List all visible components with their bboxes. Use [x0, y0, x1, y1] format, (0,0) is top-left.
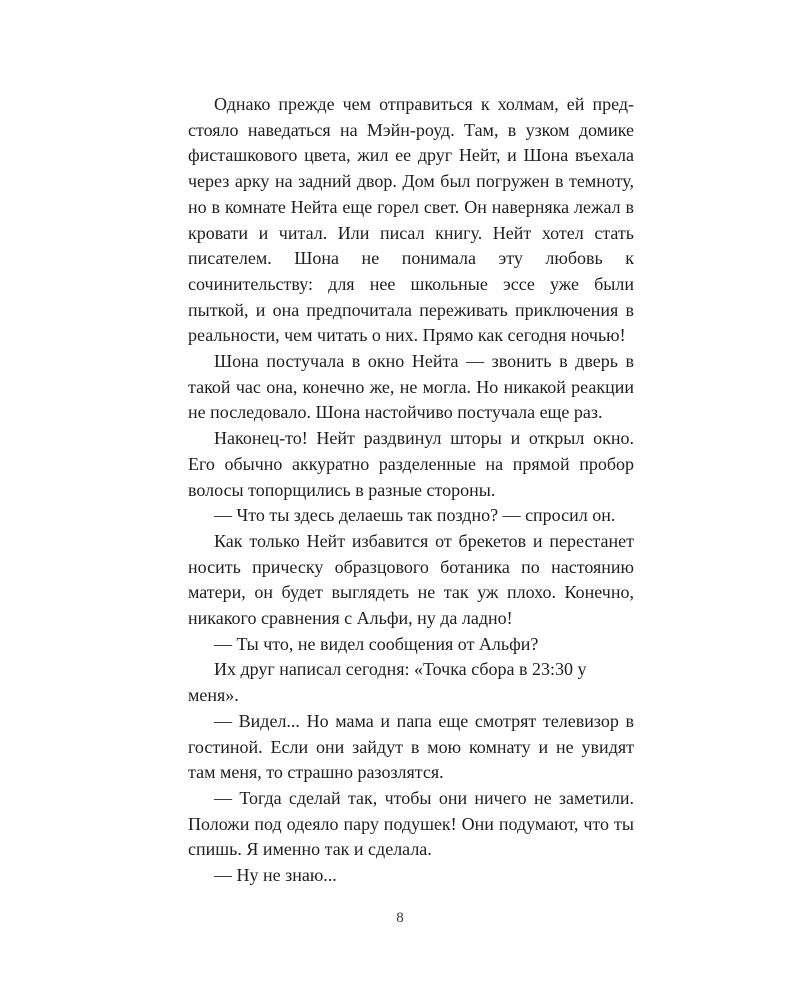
paragraph-6: — Ты что, не видел сообщения от Альфи?	[214, 633, 539, 654]
paragraph-5: Как только Нейт избавится от брекетов и перестанет носить прическу образцового ботаника по настоянию матери, он будет выглядеть не так уж плохо. Конечно, никакого сравнения с Альфи, ну да ладно!	[188, 530, 634, 629]
paragraph-1: Однако прежде чем отправиться к холмам, ей предстояло наведаться на Мэйн-роуд. Там, в узком домике фисташкового цвета, жил ее друг Нейт, и Шона въехала через арку на задний двор. Дом был погружен в темноту, но в комнате Нейта еще горел свет. Он наверняка лежал в кровати и читал. Или писал книгу. Нейт хотел стать писателем. Шона не понимала эту любовь к сочинительству: для нее школьные эссе уже были пыткой, и она предпочитала переживать приключения в реальности, чем читать о них. Прямо как сегодня ночью!	[188, 94, 634, 346]
page-number: 8	[396, 910, 404, 926]
paragraph-9: — Тогда сделай так, чтобы они ничего не заметили. Положи под одеяло пару подушек! Они подумают, что ты спишь. Я именно так и сделала.	[188, 787, 634, 860]
paragraph-7: Их друг написал сегодня: «Точка сбора в 23:30 у меня».	[188, 659, 587, 706]
paragraph-4: — Что ты здесь делаешь так поздно? — спросил он.	[214, 505, 616, 526]
paragraph-2: Шона постучала в окно Нейта — звонить в дверь в такой час она, конечно же, не могла. Но никакой реакции не последовало. Шона настойчиво постучала еще раз.	[188, 351, 634, 423]
paragraph-8: — Видел... Но мама и папа еще смотрят телевизор в гостиной. Если они зайдут в мою комнату и не увидят там меня, то страшно разозлятся.	[188, 710, 634, 783]
body-text	[188, 92, 634, 889]
paragraph-10: — Ну не знаю...	[214, 865, 337, 886]
paragraph-3: Наконец-то! Нейт раздвинул шторы и открыл окно. Его обычно аккуратно разделенные на прямой пробор волосы топорщились в разные стороны.	[188, 428, 634, 500]
